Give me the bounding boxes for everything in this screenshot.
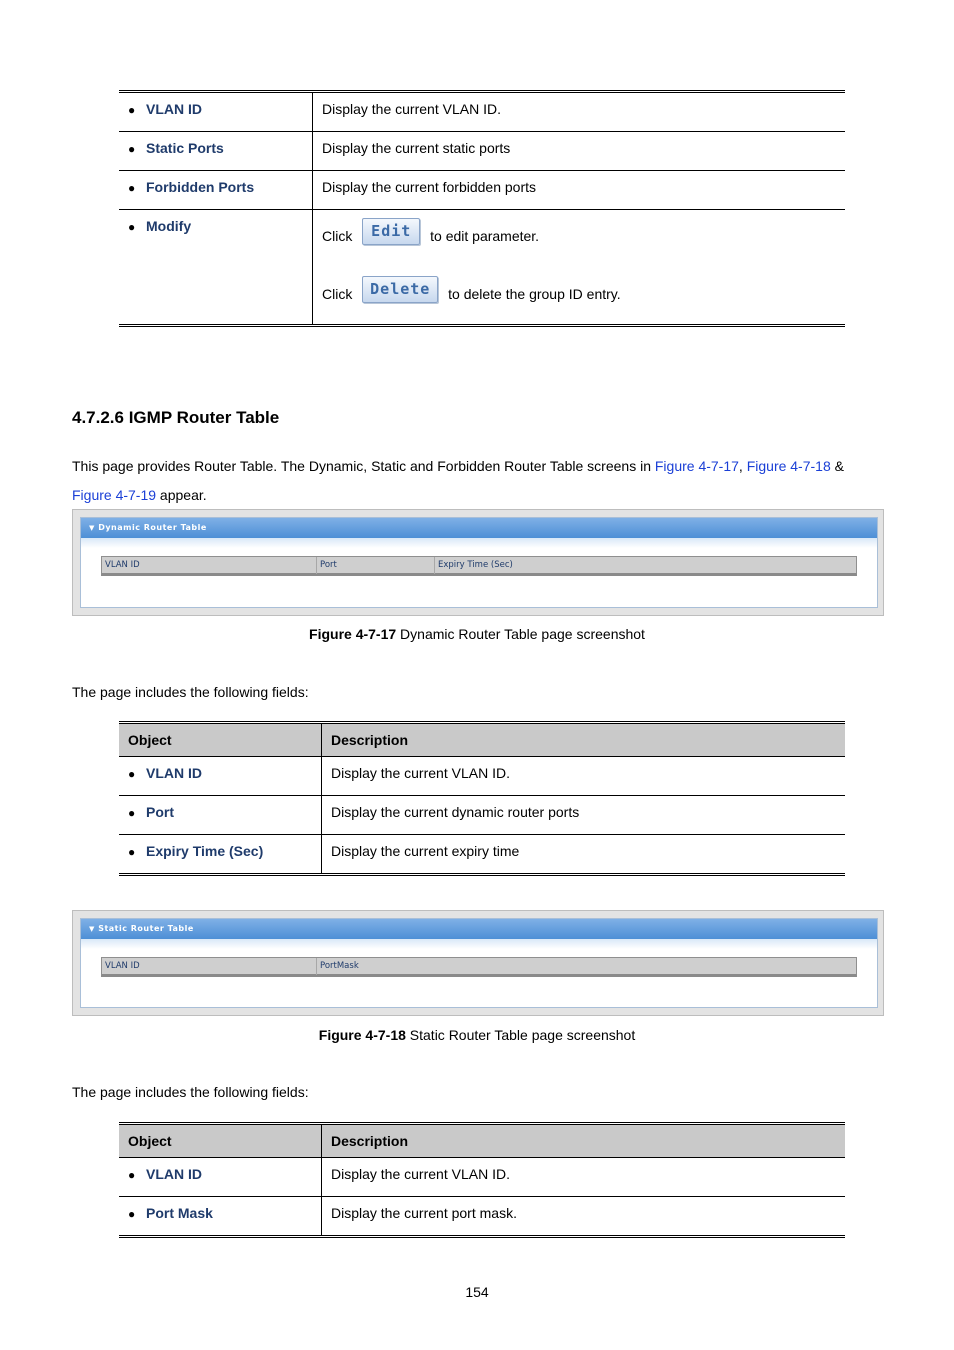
- fields-table-vlan-group: [119, 90, 845, 327]
- caption-label: Figure 4-7-18: [318, 1027, 406, 1043]
- column-header: Expiry Time (Sec): [434, 557, 854, 574]
- header-object: Object: [119, 723, 322, 757]
- description-text: Display the current forbidden ports: [322, 179, 536, 195]
- intro-text: appear.: [156, 487, 207, 503]
- column-header: Port: [316, 557, 434, 574]
- description-text: Display the current port mask.: [331, 1205, 517, 1221]
- description-text: Display the current static ports: [322, 140, 511, 156]
- figure-caption: [0, 626, 954, 642]
- fields-intro: The page includes the following fields:: [72, 1084, 309, 1100]
- figure-link[interactable]: Figure 4-7-17: [654, 458, 739, 474]
- table-row: ● Static Ports Display the current static ports: [119, 132, 845, 171]
- description-text: Display the current VLAN ID.: [331, 1166, 510, 1182]
- header-object: Object: [119, 1124, 322, 1158]
- table-row: ● Expiry Time (Sec) Display the current expiry time: [119, 835, 845, 875]
- object-label: Static Ports: [146, 140, 224, 156]
- dynamic-router-table-screenshot: [72, 509, 884, 616]
- object-label: VLAN ID: [146, 101, 202, 117]
- header-description: Description: [322, 723, 846, 757]
- figure-link[interactable]: Figure 4-7-18: [746, 458, 831, 474]
- description-text: Display the current VLAN ID.: [331, 765, 510, 781]
- caption-label: Figure 4-7-17: [309, 626, 397, 642]
- panel: [80, 918, 878, 1008]
- figure-link[interactable]: Figure 4-7-19: [72, 487, 157, 503]
- header-description: Description: [322, 1124, 846, 1158]
- description-text: Display the current VLAN ID.: [322, 101, 501, 117]
- collapse-arrow-icon: ▼: [89, 925, 95, 933]
- object-label: Port Mask: [146, 1205, 213, 1221]
- panel-header: [81, 919, 877, 939]
- table-header-row: [119, 723, 845, 757]
- panel-title: Static Router Table: [98, 924, 194, 933]
- caption-text: Dynamic Router Table page screenshot: [396, 626, 645, 642]
- static-router-table-screenshot: [72, 910, 884, 1016]
- object-label: VLAN ID: [146, 1166, 202, 1182]
- table-header-row: [119, 1124, 845, 1158]
- fields-intro: The page includes the following fields:: [72, 684, 309, 700]
- column-header: PortMask: [316, 958, 854, 975]
- caption-text: Static Router Table page screenshot: [405, 1027, 636, 1043]
- edit-button-image: Edit: [362, 218, 420, 245]
- panel: [80, 517, 878, 608]
- object-label: Expiry Time (Sec): [146, 843, 264, 859]
- table-row: ● VLAN ID Display the current VLAN ID.: [119, 1158, 845, 1197]
- table-header-bar: [101, 556, 857, 576]
- table-row: ● Port Mask Display the current port mask.: [119, 1197, 845, 1237]
- figure-caption: [0, 1027, 954, 1043]
- intro-paragraph: [72, 452, 884, 510]
- separator: &: [830, 458, 844, 474]
- column-header: VLAN ID: [105, 560, 140, 570]
- description-text: Display the current dynamic router ports: [331, 804, 580, 820]
- click-text: Click: [322, 286, 353, 303]
- click-text: Click: [322, 228, 353, 245]
- table-row: ● VLAN ID Display the current VLAN ID.: [119, 92, 845, 132]
- object-label: Forbidden Ports: [146, 179, 255, 195]
- table-header-bar: [101, 957, 857, 977]
- object-label: Port: [146, 804, 174, 820]
- description-text: Display the current expiry time: [331, 843, 520, 859]
- fields-table-static-router: [119, 1122, 845, 1238]
- object-label: Modify: [146, 218, 192, 234]
- fields-table-dynamic-router: [119, 721, 845, 876]
- delete-button-image: Delete: [362, 276, 438, 303]
- collapse-arrow-icon: ▼: [89, 524, 95, 532]
- section-heading: 4.7.2.6 IGMP Router Table: [72, 408, 280, 427]
- panel-header: [81, 518, 877, 538]
- object-label: VLAN ID: [146, 765, 202, 781]
- delete-instruction: to delete the group ID entry.: [448, 286, 621, 303]
- table-row: ● Modify Click Edit to edit parameter. Click Delete to delete the group ID entry.: [119, 210, 845, 326]
- panel-title: Dynamic Router Table: [98, 523, 207, 532]
- intro-text: This page provides Router Table. The Dynamic, Static and Forbidden Router Table screens in: [72, 458, 655, 474]
- table-row: ● Port Display the current dynamic router ports: [119, 796, 845, 835]
- edit-instruction: to edit parameter.: [430, 228, 540, 245]
- separator: ,: [738, 458, 747, 474]
- page-number: 154: [465, 1284, 489, 1300]
- table-row: ● VLAN ID Display the current VLAN ID.: [119, 757, 845, 796]
- table-row: ● Forbidden Ports Display the current forbidden ports: [119, 171, 845, 210]
- column-header: VLAN ID: [105, 961, 140, 971]
